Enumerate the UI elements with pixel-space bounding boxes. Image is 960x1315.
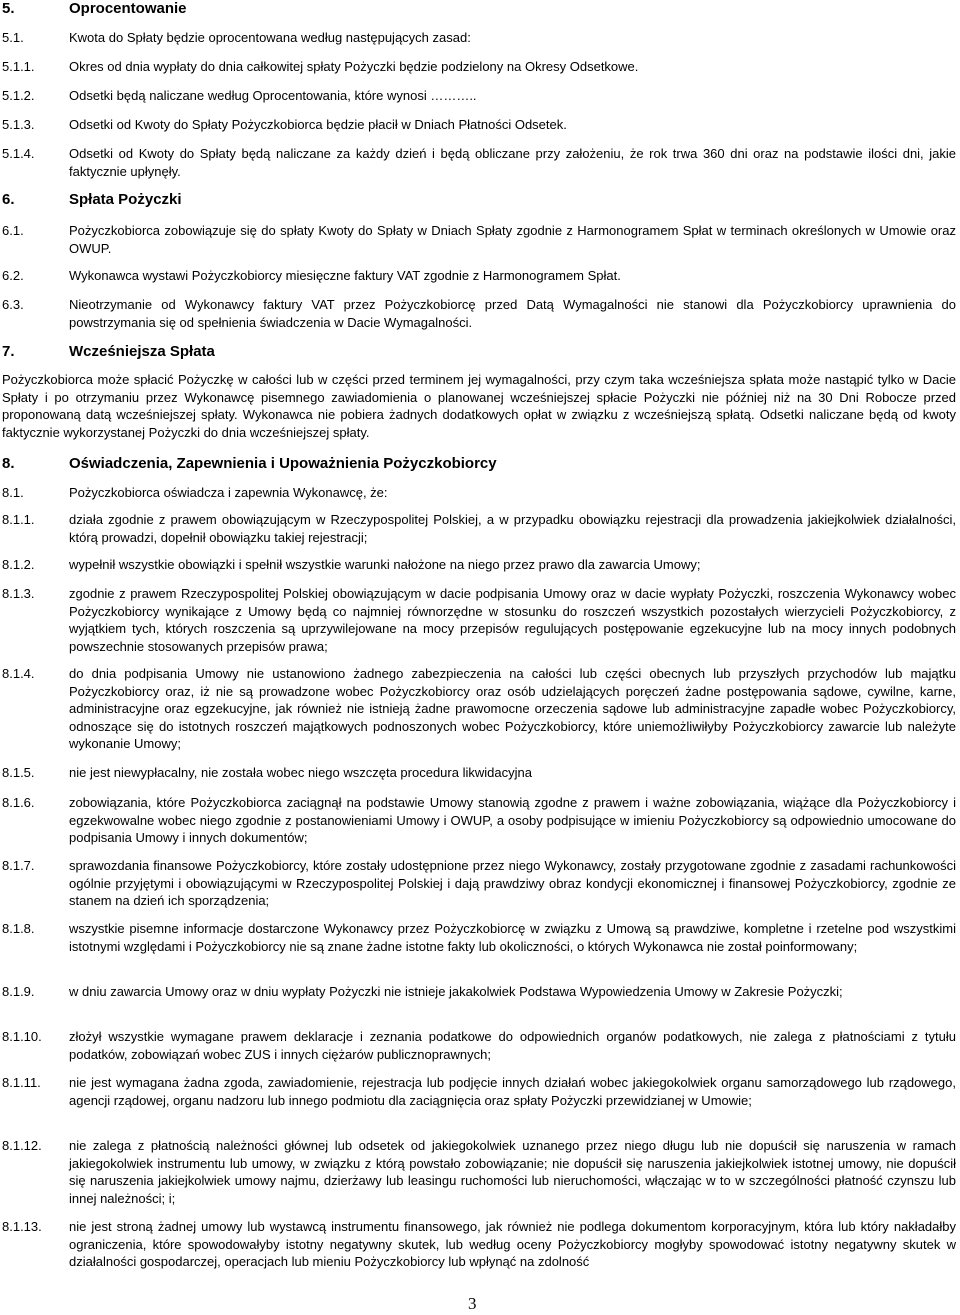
clause-text: nie zalega z płatnością należności głównej lub odsetek od jakiegokolwiek uznanego przez niego długu lub nie dopuścił się naruszenia w ramach jakiegokolwiek instrumentu lub umowy, w związku z którą powstało zobowiązanie; nie dopuścił się naruszenia jakiejkolwiek istotnej umowy, nie dopuścił się naruszenia jakiejkolwiek umowy najmu, dzierżawy lub leasingu ruchomości lub nieruchomości, włączając w to w szczególności płatność czynszu lub innej należności; i; bbox=[69, 1138, 956, 1206]
clause-text: w dniu zawarcia Umowy oraz w dniu wypłaty Pożyczki nie istnieje jakakolwiek Podstawa Wypowiedzenia Umowy w Zakresie Pożyczki; bbox=[69, 984, 843, 999]
clause-number: 5.1.4. bbox=[2, 146, 35, 161]
section-title: Oświadczenia, Zapewnienia i Upoważnienia Pożyczkobiorcy bbox=[69, 455, 497, 472]
clause-number: 6.1. bbox=[2, 223, 24, 238]
clause-8-1-2 bbox=[2, 556, 956, 574]
clause-6-2 bbox=[2, 267, 956, 285]
section-number: 5. bbox=[2, 0, 15, 17]
clause-text: wypełnił wszystkie obowiązki i spełnił wszystkie warunki nałożone na niego przez prawo dla zawarcia Umowy; bbox=[69, 557, 701, 572]
section-number: 8. bbox=[2, 455, 15, 472]
clause-8-1-3 bbox=[2, 585, 956, 655]
clause-text: nie jest niewypłacalny, nie została wobec niego wszczęta procedura likwidacyjna bbox=[69, 765, 532, 780]
clause-8-1-8 bbox=[2, 920, 956, 955]
clause-8-1-1 bbox=[2, 511, 956, 546]
clause-6-1 bbox=[2, 222, 956, 257]
clause-8-1-10 bbox=[2, 1028, 956, 1063]
clause-number: 8.1.11. bbox=[2, 1075, 41, 1090]
clause-8-1-9 bbox=[2, 983, 956, 1001]
section-title: Oprocentowanie bbox=[69, 0, 187, 17]
clause-text: Nieotrzymanie od Wykonawcy faktury VAT przez Pożyczkobiorcę przed Datą Wymagalności nie stanowi dla Pożyczkobiorcy uprawnienia do powstrzymania się od spełnienia świadczenia w Dacie Wymagalności. bbox=[69, 297, 956, 330]
clause-5-1-3 bbox=[2, 116, 956, 134]
clause-8-1-11 bbox=[2, 1074, 956, 1109]
clause-5-1-2 bbox=[2, 87, 956, 105]
clause-text: do dnia podpisania Umowy nie ustanowiono żadnego zabezpieczenia na całości lub części obecnych lub przyszłych przychodów lub majątku Pożyczkobiorcy oraz, iż nie są prowadzone wobec Pożyczkobiorcy oraz osób udzielających poręczeń żadne postępowania sądowe, cywilne, karne, administracyjne oraz egzekucyjne, jak również nie istnieją żadne prawomocne orzeczenia sądowe lub administracyjne zapadłe wobec Pożyczkobiorcy, odnoszące się do istotnych roszczeń majątkowych podnoszonych wobec Pożyczkobiorcy, które uniemożliwiłyby Pożyczkobiorcy zawarcie lub należyte wykonanie Umowy; bbox=[69, 666, 956, 751]
clause-text: Odsetki od Kwoty do Spłaty będą naliczane za każdy dzień i będą obliczane przy założeniu, że rok trwa 360 dni oraz na podstawie ilości dni, jakie faktycznie upłynęły. bbox=[69, 146, 956, 179]
clause-number: 8.1.13. bbox=[2, 1219, 42, 1234]
section-number: 6. bbox=[2, 191, 15, 208]
clause-text: Pożyczkobiorca zobowiązuje się do spłaty Kwoty do Spłaty w Dniach Spłaty zgodnie z Harmonogramem Spłat w terminach określonych w Umowie oraz OWUP. bbox=[69, 223, 956, 256]
clause-text: Wykonawca wystawi Pożyczkobiorcy miesięczne faktury VAT zgodnie z Harmonogramem Spłat. bbox=[69, 268, 621, 283]
section-number: 7. bbox=[2, 343, 15, 360]
clause-text: Kwota do Spłaty będzie oprocentowana według następujących zasad: bbox=[69, 30, 471, 45]
clause-number: 5.1.2. bbox=[2, 88, 35, 103]
clause-text: zgodnie z prawem Rzeczypospolitej Polskiej obowiązującym w dacie podpisania Umowy oraz w dacie wypłaty Pożyczki, roszczenia Wykonawcy wobec Pożyczkobiorcy wynikające z Umowy będą co najmniej równorzędne w stosunku do roszczeń wszystkich pozostałych wierzycieli Pożyczkobiorcy, z wyjątkiem tych, których roszczenia są uprzywilejowane na mocy przepisów regulujących postępowanie egzekucyjne lub na mocy innych podobnych powszechnie stosowanych przepisów prawa; bbox=[69, 586, 956, 654]
clause-number: 8.1.8. bbox=[2, 921, 35, 936]
section-title: Wcześniejsza Spłata bbox=[69, 343, 215, 360]
clause-number: 8.1.10. bbox=[2, 1029, 42, 1044]
clause-number: 5.1.3. bbox=[2, 117, 35, 132]
clause-number: 8.1.5. bbox=[2, 765, 35, 780]
clause-5-1-1 bbox=[2, 58, 956, 76]
clause-8-1-7 bbox=[2, 857, 956, 910]
clause-8-1-6 bbox=[2, 794, 956, 847]
clause-8-1-5 bbox=[2, 764, 956, 782]
clause-text: złożył wszystkie wymagane prawem deklaracje i zeznania podatkowe do odpowiednich organów podatkowych, nie zalega z płatnościami z tytułu podatków, zobowiązań wobec ZUS i innych ciężarów publicznoprawnych; bbox=[69, 1029, 956, 1062]
clause-number: 8.1.2. bbox=[2, 557, 35, 572]
clause-text: działa zgodnie z prawem obowiązującym w Rzeczypospolitej Polskiej, a w przypadku obowiązku rejestracji dla prowadzenia jakiejkolwiek działalności, którą prowadzi, dopełnił obowiązku takiej rejestracji; bbox=[69, 512, 956, 545]
clause-8-1-4 bbox=[2, 665, 956, 753]
clause-number: 6.2. bbox=[2, 268, 24, 283]
clause-text: Odsetki będą naliczane według Oprocentowania, które wynosi ……….. bbox=[69, 88, 477, 103]
section-title: Spłata Pożyczki bbox=[69, 191, 182, 208]
clause-text: Odsetki od Kwoty do Spłaty Pożyczkobiorca będzie płacił w Dniach Płatności Odsetek. bbox=[69, 117, 567, 132]
clause-text: sprawozdania finansowe Pożyczkobiorcy, które zostały udostępnione przez niego Wykonawcy, zostały przygotowane zgodnie z zasadami rachunkowości ogólnie przyjętymi i obowiązującymi w Rzeczypospolitej Polskiej i dają prawdziwy obraz kondycji ekonomicznej i finansowej Pożyczkobiorcy, zgodnie ze stanem na dzień ich sporządzenia; bbox=[69, 858, 956, 908]
clause-6-3 bbox=[2, 296, 956, 331]
clause-number: 8.1. bbox=[2, 485, 24, 500]
clause-5-1 bbox=[2, 29, 956, 47]
clause-number: 5.1. bbox=[2, 30, 24, 45]
clause-text: Pożyczkobiorca oświadcza i zapewnia Wykonawcę, że: bbox=[69, 485, 388, 500]
page-number: 3 bbox=[468, 1294, 477, 1313]
clause-number: 8.1.1. bbox=[2, 512, 35, 527]
clause-number: 8.1.6. bbox=[2, 795, 35, 810]
clause-text: wszystkie pisemne informacje dostarczone Wykonawcy przez Pożyczkobiorcę w związku z Umową są prawdziwe, kompletne i rzetelne pod wszystkimi istotnymi względami i Pożyczkobiorcy nie są znane żadne istotne fakty lub okoliczności, o których Wykonawca nie został poinformowany; bbox=[69, 921, 956, 954]
clause-8-1-12 bbox=[2, 1137, 956, 1207]
clause-number: 8.1.3. bbox=[2, 586, 35, 601]
clause-5-1-4 bbox=[2, 145, 956, 180]
clause-text: nie jest wymagana żadna zgoda, zawiadomienie, rejestracja lub podjęcie innych działań wobec jakiegokolwiek organu samorządowego lub rządowego, agencji rządowej, organu nadzoru lub innego podmiotu dla zaciągnięcia oraz spłaty Pożyczki przewidzianej w Umowie; bbox=[69, 1075, 956, 1108]
clause-number: 8.1.12. bbox=[2, 1138, 42, 1153]
clause-number: 8.1.4. bbox=[2, 666, 35, 681]
clause-8-1-13 bbox=[2, 1218, 956, 1271]
clause-number: 8.1.7. bbox=[2, 858, 35, 873]
clause-text: nie jest stroną żadnej umowy lub wystawcą instrumentu finansowego, jak również nie podlega dokumentom korporacyjnym, która lub który nakładałby ograniczenia, które spowodowałyby istotny negatywny skutek, lub według oceny Pożyczkobiorcy mogłyby spowodować istotny negatywny skutek w działalności gospodarczej, operacjach lub mieniu Pożyczkobiorcy lub wpłynąć na zdolność bbox=[69, 1219, 956, 1269]
section-7-paragraph: Pożyczkobiorca może spłacić Pożyczkę w całości lub w części przed terminem jej wymagalności, przy czym taka wcześniejsza spłata może nastąpić tylko w Dacie Spłaty i po otrzymaniu przez Wykonawcę pisemnego zawiadomienia o planowanej wcześniejszej spłacie Pożyczki nie później niż na 30 Dni Robocze przed proponowaną datą wcześniejszej spłaty. Wykonawca nie pobiera żadnych dodatkowych opłat w związku z wcześniejszą spłatą. Odsetki naliczane będą od kwoty faktycznie wykorzystanej Pożyczki do dnia wcześniejszej spłaty. bbox=[2, 372, 956, 440]
clause-number: 8.1.9. bbox=[2, 984, 35, 999]
clause-text: zobowiązania, które Pożyczkobiorca zaciągnął na podstawie Umowy stanowią zgodne z prawem i ważne zobowiązania, wiążące dla Pożyczkobiorcy i egzekwowalne wobec niego zgodnie z postanowieniami Umowy i OWUP, a osoby podpisujące w imieniu Pożyczkobiorcy są odpowiednio umocowane do podpisania Umowy i innych dokumentów; bbox=[69, 795, 956, 845]
clause-text: Okres od dnia wypłaty do dnia całkowitej spłaty Pożyczki będzie podzielony na Okresy Odsetkowe. bbox=[69, 59, 639, 74]
clause-number: 6.3. bbox=[2, 297, 24, 312]
clause-8-1 bbox=[2, 484, 956, 502]
clause-number: 5.1.1. bbox=[2, 59, 35, 74]
